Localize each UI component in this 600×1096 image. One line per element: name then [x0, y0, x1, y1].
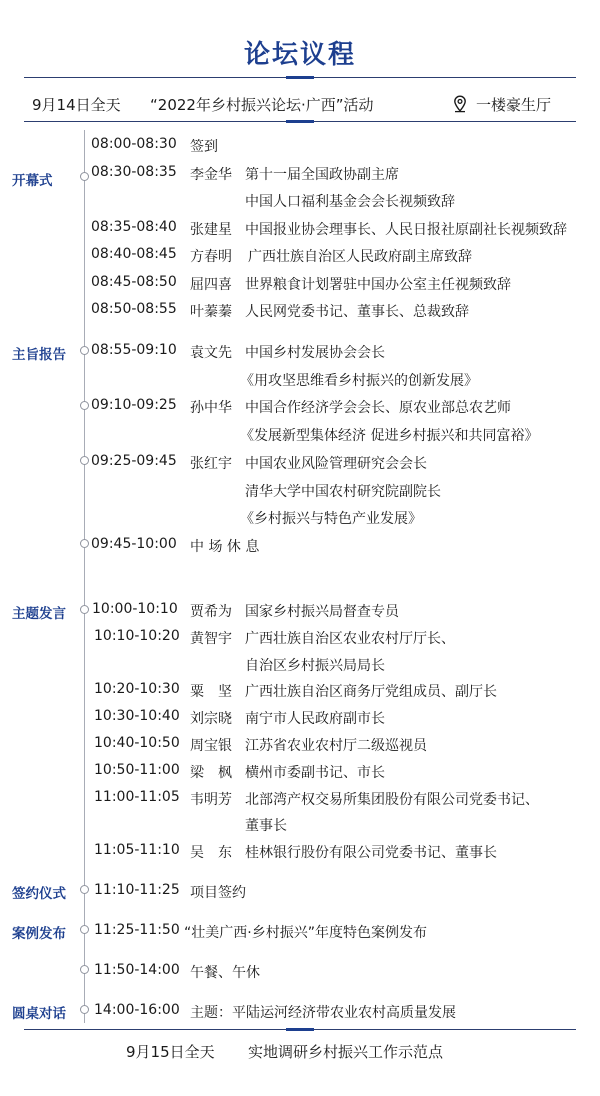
day1-date: 9月14日全天 — [32, 96, 121, 114]
day1-event: “2022年乡村振兴论坛·广西”活动 — [150, 96, 374, 114]
agenda-desc: 中国乡村发展协会会长 — [245, 345, 385, 361]
agenda-name: 贾希为 — [190, 604, 232, 620]
agenda-time: 08:45-08:50 — [91, 274, 177, 290]
agenda-desc: 江苏省农业农村厅二级巡视员 — [245, 738, 427, 754]
timeline-dot — [80, 172, 89, 181]
agenda-name: 屈四喜 — [190, 277, 232, 293]
agenda-name: 叶蓁蓁 — [190, 304, 232, 320]
agenda-desc: 广西壮族自治区农业农村厅厅长、 — [245, 631, 455, 647]
agenda-desc: 《乡村振兴与特色产业发展》 — [240, 511, 422, 527]
agenda-time: 08:35-08:40 — [91, 219, 177, 235]
timeline-dot — [80, 605, 89, 614]
agenda-name: 孙中华 — [190, 400, 232, 416]
agenda-time: 11:00-11:05 — [94, 789, 180, 805]
day1-header — [0, 90, 600, 118]
agenda-name: 吴 东 — [190, 845, 232, 861]
agenda-time: 09:10-09:25 — [91, 397, 177, 413]
agenda-name: “壮美广西·乡村振兴”年度特色案例发布 — [184, 925, 427, 941]
agenda-time: 10:30-10:40 — [94, 708, 180, 724]
agenda-name: 方春明 — [190, 249, 232, 265]
agenda-name: 张红宇 — [190, 456, 232, 472]
agenda-desc: 第十一届全国政协副主席 — [245, 167, 399, 183]
timeline-dot — [80, 346, 89, 355]
agenda-name: 午餐、午休 — [190, 965, 260, 981]
agenda-time: 09:25-09:45 — [91, 453, 177, 469]
day2-event: 实地调研乡村振兴工作示范点 — [248, 1043, 444, 1061]
agenda-time: 08:55-09:10 — [91, 342, 177, 358]
section-label-keynote: 主旨报告 — [12, 347, 66, 363]
agenda-desc: 桂林银行股份有限公司党委书记、董事长 — [245, 845, 497, 861]
timeline-dot — [80, 885, 89, 894]
agenda-desc: 广西壮族自治区商务厅党组成员、副厅长 — [245, 684, 497, 700]
agenda-time: 10:50-11:00 — [94, 762, 180, 778]
agenda-name: 主题：平陆运河经济带农业农村高质量发展 — [190, 1005, 456, 1021]
day1-location: 一楼豪生厅 — [476, 96, 552, 114]
agenda-name: 项目签约 — [190, 885, 246, 901]
timeline-dot — [80, 539, 89, 548]
agenda-desc: 中国合作经济学会会长、原农业部总农艺师 — [245, 400, 511, 416]
agenda-desc: 人民网党委书记、董事长、总裁致辞 — [245, 304, 469, 320]
section-label-opening: 开幕式 — [12, 173, 53, 189]
agenda-name: 中 场 休 息 — [190, 539, 260, 555]
agenda-name: 粟 坚 — [190, 684, 232, 700]
agenda-time: 08:40-08:45 — [91, 246, 177, 262]
section-label-signing: 签约仪式 — [12, 886, 66, 902]
agenda-desc: 国家乡村振兴局督查专员 — [245, 604, 399, 620]
agenda-desc: 横州市委副书记、市长 — [245, 765, 385, 781]
agenda-name: 周宝银 — [190, 738, 232, 754]
agenda-time: 08:50-08:55 — [91, 301, 177, 317]
agenda-time: 10:20-10:30 — [94, 681, 180, 697]
section-label-roundtable: 圆桌对话 — [12, 1006, 66, 1022]
agenda-desc: 南宁市人民政府副市长 — [245, 711, 385, 727]
timeline-dot — [80, 965, 89, 974]
agenda-desc: 自治区乡村振兴局局长 — [245, 658, 385, 674]
agenda-name: 刘宗晓 — [190, 711, 232, 727]
agenda-desc: 《用攻坚思维看乡村振兴的创新发展》 — [240, 373, 478, 389]
agenda-desc: 世界粮食计划署驻中国办公室主任视频致辞 — [245, 277, 511, 293]
agenda-name: 袁文先 — [190, 345, 232, 361]
timeline-dot — [80, 456, 89, 465]
agenda-desc: 《发展新型集体经济 促进乡村振兴和共同富裕》 — [240, 428, 539, 444]
title-accent — [286, 76, 314, 79]
agenda-name: 张建星 — [190, 222, 232, 238]
agenda-time: 11:10-11:25 — [94, 882, 180, 898]
agenda-time: 10:00-10:10 — [92, 601, 178, 617]
agenda-desc: 董事长 — [245, 818, 287, 834]
agenda-name: 李金华 — [190, 167, 232, 183]
agenda-time: 08:30-08:35 — [91, 164, 177, 180]
agenda-time: 09:45-10:00 — [91, 536, 177, 552]
agenda-desc: 中国农业风险管理研究会会长 — [245, 456, 427, 472]
day1-accent — [286, 120, 314, 123]
agenda-time: 10:10-10:20 — [94, 628, 180, 644]
day2-accent — [286, 1028, 314, 1031]
agenda-time: 14:00-16:00 — [94, 1002, 180, 1018]
agenda-desc: 广西壮族自治区人民政府副主席致辞 — [248, 249, 472, 265]
section-label-speeches: 主题发言 — [12, 606, 66, 622]
agenda-name: 韦明芳 — [190, 792, 232, 808]
agenda-name: 黄智宇 — [190, 631, 232, 647]
agenda-time: 11:05-11:10 — [94, 842, 180, 858]
agenda-desc: 中国报业协会理事长、人民日报社原副社长视频致辞 — [245, 222, 567, 238]
day2-date: 9月15日全天 — [126, 1043, 215, 1061]
agenda-desc: 北部湾产权交易所集团股份有限公司党委书记、 — [245, 792, 539, 808]
agenda-time: 08:00-08:30 — [91, 136, 177, 152]
agenda-time: 11:50-14:00 — [94, 962, 180, 978]
timeline-dot — [80, 401, 89, 410]
agenda-name: 签到 — [190, 139, 218, 155]
timeline-dot — [80, 1005, 89, 1014]
page-title: 论坛议程 — [243, 40, 356, 70]
timeline-dot — [80, 925, 89, 934]
location-pin-icon — [452, 95, 468, 113]
agenda-desc: 中国人口福利基金会会长视频致辞 — [245, 194, 455, 210]
agenda-time: 11:25-11:50 — [94, 922, 180, 938]
agenda-name: 梁 枫 — [190, 765, 232, 781]
agenda-desc: 清华大学中国农村研究院副院长 — [245, 484, 441, 500]
section-label-cases: 案例发布 — [12, 926, 66, 942]
agenda-time: 10:40-10:50 — [94, 735, 180, 751]
